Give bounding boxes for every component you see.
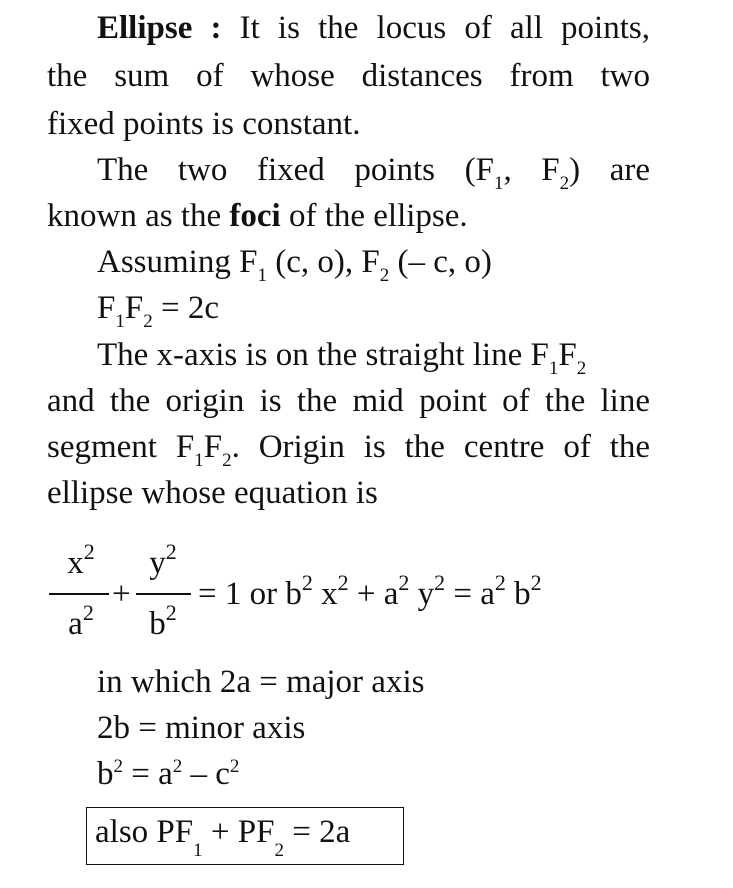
- axis-line-1: The x-axis is on the straight line $F_1F_2$: [97, 337, 587, 379]
- fraction-bar-1: [49, 593, 109, 595]
- major-axis-line: in which 2a = major axis: [97, 664, 425, 700]
- numerator-y: y: [149, 545, 166, 581]
- foci-line-2: known as the foci of the ellipse.: [47, 198, 468, 234]
- denominator-a: $a^2$: [68, 600, 94, 642]
- fraction-bar-2: [136, 593, 191, 595]
- boxed-property-text: also $PF_1 + PF_2 = 2a$: [95, 814, 351, 861]
- focal-distance-line: $F_1F_2 = 2c$: [97, 290, 219, 332]
- axes-relation-line: $b^2 = a^2 - c^2$: [97, 756, 240, 792]
- equation-rhs: = 1 or $b^2$ $x^2 + a^2$ $y^2 = a^2$ $b^2$: [198, 570, 542, 612]
- definition-line-1: [47, 8, 650, 48]
- minor-axis-line: 2b = minor axis: [97, 710, 306, 746]
- foci-text: The two fixed points ($F_1$, $F_2$) are: [97, 152, 650, 194]
- assumption-line: Assuming $F_1$ (c, o), $F_2$ (– c, o): [97, 244, 492, 286]
- definition-line-2: the sum of whose distances from two: [47, 58, 650, 94]
- denominator-b: $b^2$: [149, 600, 177, 642]
- definition-line-3: fixed points is constant.: [47, 106, 361, 142]
- fraction-y2-over-b2: $y^2$: [149, 539, 177, 581]
- plus-sign: +: [112, 576, 131, 612]
- fraction-x2-over-a2: $x^2$: [67, 539, 95, 581]
- foci-line-1: [97, 150, 650, 194]
- foci-term: foci: [229, 198, 281, 234]
- axis-line-4: ellipse whose equation is: [47, 475, 378, 511]
- axis-line-3: segment $F_1F_2$. Origin is the centre of the: [47, 429, 651, 471]
- ellipse-term: Ellipse :: [97, 10, 222, 46]
- numerator-x: x: [67, 545, 84, 581]
- definition-text: It is the locus of all points,: [239, 10, 650, 46]
- axis-line-2: and the origin is the mid point of the line: [47, 383, 650, 419]
